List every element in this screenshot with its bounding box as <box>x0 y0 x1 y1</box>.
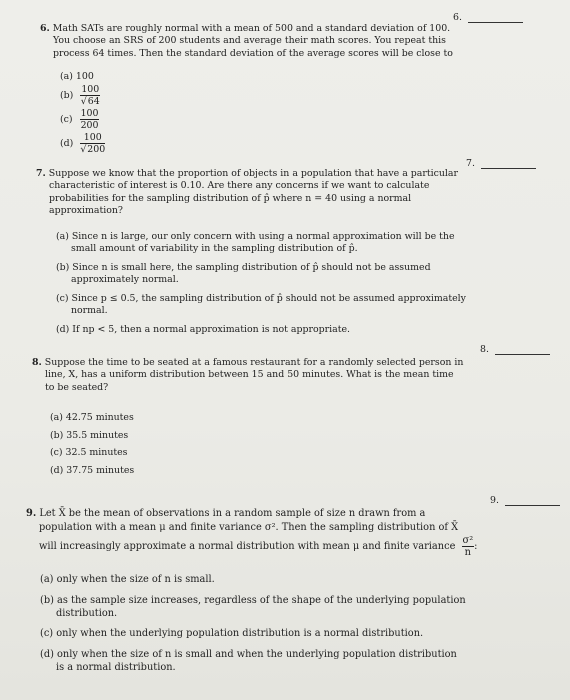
question-8 <box>32 357 482 394</box>
question-9-line-3: will increasingly approximate a normal distribution with mean μ and finite variance $\frac{\text{σ²}}{n}$ : <box>39 535 478 558</box>
q9-option-d[interactable]: (d) only when the size of n is small and when the underlying population distribution is a normal distribution. <box>40 649 457 673</box>
q8-option-a[interactable]: (a) 42.75 minutes <box>50 412 134 423</box>
q8-option-b[interactable]: (b) 35.5 minutes <box>50 430 129 441</box>
answer-blank-9[interactable]: 9. <box>490 495 560 506</box>
q6-option-c[interactable]: (c) $\frac{100}{200}$ <box>60 108 99 131</box>
question-8-line-2: line, X, has a uniform distribution between 15 and 50 minutes. What is the mean time <box>45 369 454 381</box>
answer-blank-7[interactable]: 7. <box>466 158 536 169</box>
q9-option-a[interactable]: (a) only when the size of n is small. <box>40 574 215 585</box>
q6-option-b[interactable]: (b) $\frac{100}{√64}$ <box>60 84 100 107</box>
q7-option-a[interactable]: (a) Since n is large, our only concern with using a normal approximation will be the small amount of variability in the sampling distribution of p̂. <box>56 231 455 254</box>
q8-option-d[interactable]: (d) 37.75 minutes <box>50 465 135 476</box>
question-7 <box>36 168 476 217</box>
question-6-line-3: process 64 times. Then the standard deviation of the average scores will be close to <box>53 47 453 59</box>
q9-option-b[interactable]: (b) as the sample size increases, regardless of the shape of the underlying population distribution. <box>40 595 466 619</box>
q8-option-c[interactable]: (c) 32.5 minutes <box>50 447 128 458</box>
question-8-line-3: to be seated? <box>45 381 109 393</box>
question-9 <box>26 507 496 558</box>
q7-option-d[interactable]: (d) If np < 5, then a normal approximation is not appropriate. <box>56 324 351 335</box>
question-7-line-2: characteristic of interest is 0.10. Are there any concerns if we want to calculate <box>49 180 430 192</box>
q7-option-b[interactable]: (b) Since n is small here, the sampling distribution of p̂ should not be assumed approximately normal. <box>56 262 431 285</box>
question-6-line-1: 6. Math SATs are roughly normal with a mean of 500 and a standard deviation of 100. <box>40 23 451 34</box>
question-7-line-1: 7. Suppose we know that the proportion of objects in a population that have a particular <box>36 168 458 179</box>
q7-option-c[interactable]: (c) Since p ≤ 0.5, the sampling distribution of p̂ should not be assumed approximately normal. <box>56 293 466 316</box>
question-9-line-2: population with a mean μ and finite variance σ². Then the sampling distribution of X̄ <box>39 522 459 533</box>
question-7-line-3: probabilities for the sampling distribution of p̂ where n = 40 using a normal <box>49 192 412 204</box>
q9-option-c[interactable]: (c) only when the underlying population distribution is a normal distribution. <box>40 628 424 639</box>
q6-option-d[interactable]: (d) $\frac{100}{√200}$ <box>60 132 106 155</box>
answer-blank-6[interactable]: 6. <box>453 12 523 23</box>
question-6 <box>40 23 460 60</box>
answer-blank-8[interactable]: 8. <box>480 344 550 355</box>
question-9-line-1: 9. Let X̄ be the mean of observations in a random sample of size n drawn from a <box>26 508 426 519</box>
question-6-line-2: You choose an SRS of 200 students and average their math scores. You repeat this <box>53 35 446 47</box>
question-8-line-1: 8. Suppose the time to be seated at a famous restaurant for a randomly selected person in <box>32 357 464 368</box>
q6-option-a[interactable]: (a) 100 <box>60 71 94 82</box>
question-7-line-4: approximation? <box>49 204 123 216</box>
